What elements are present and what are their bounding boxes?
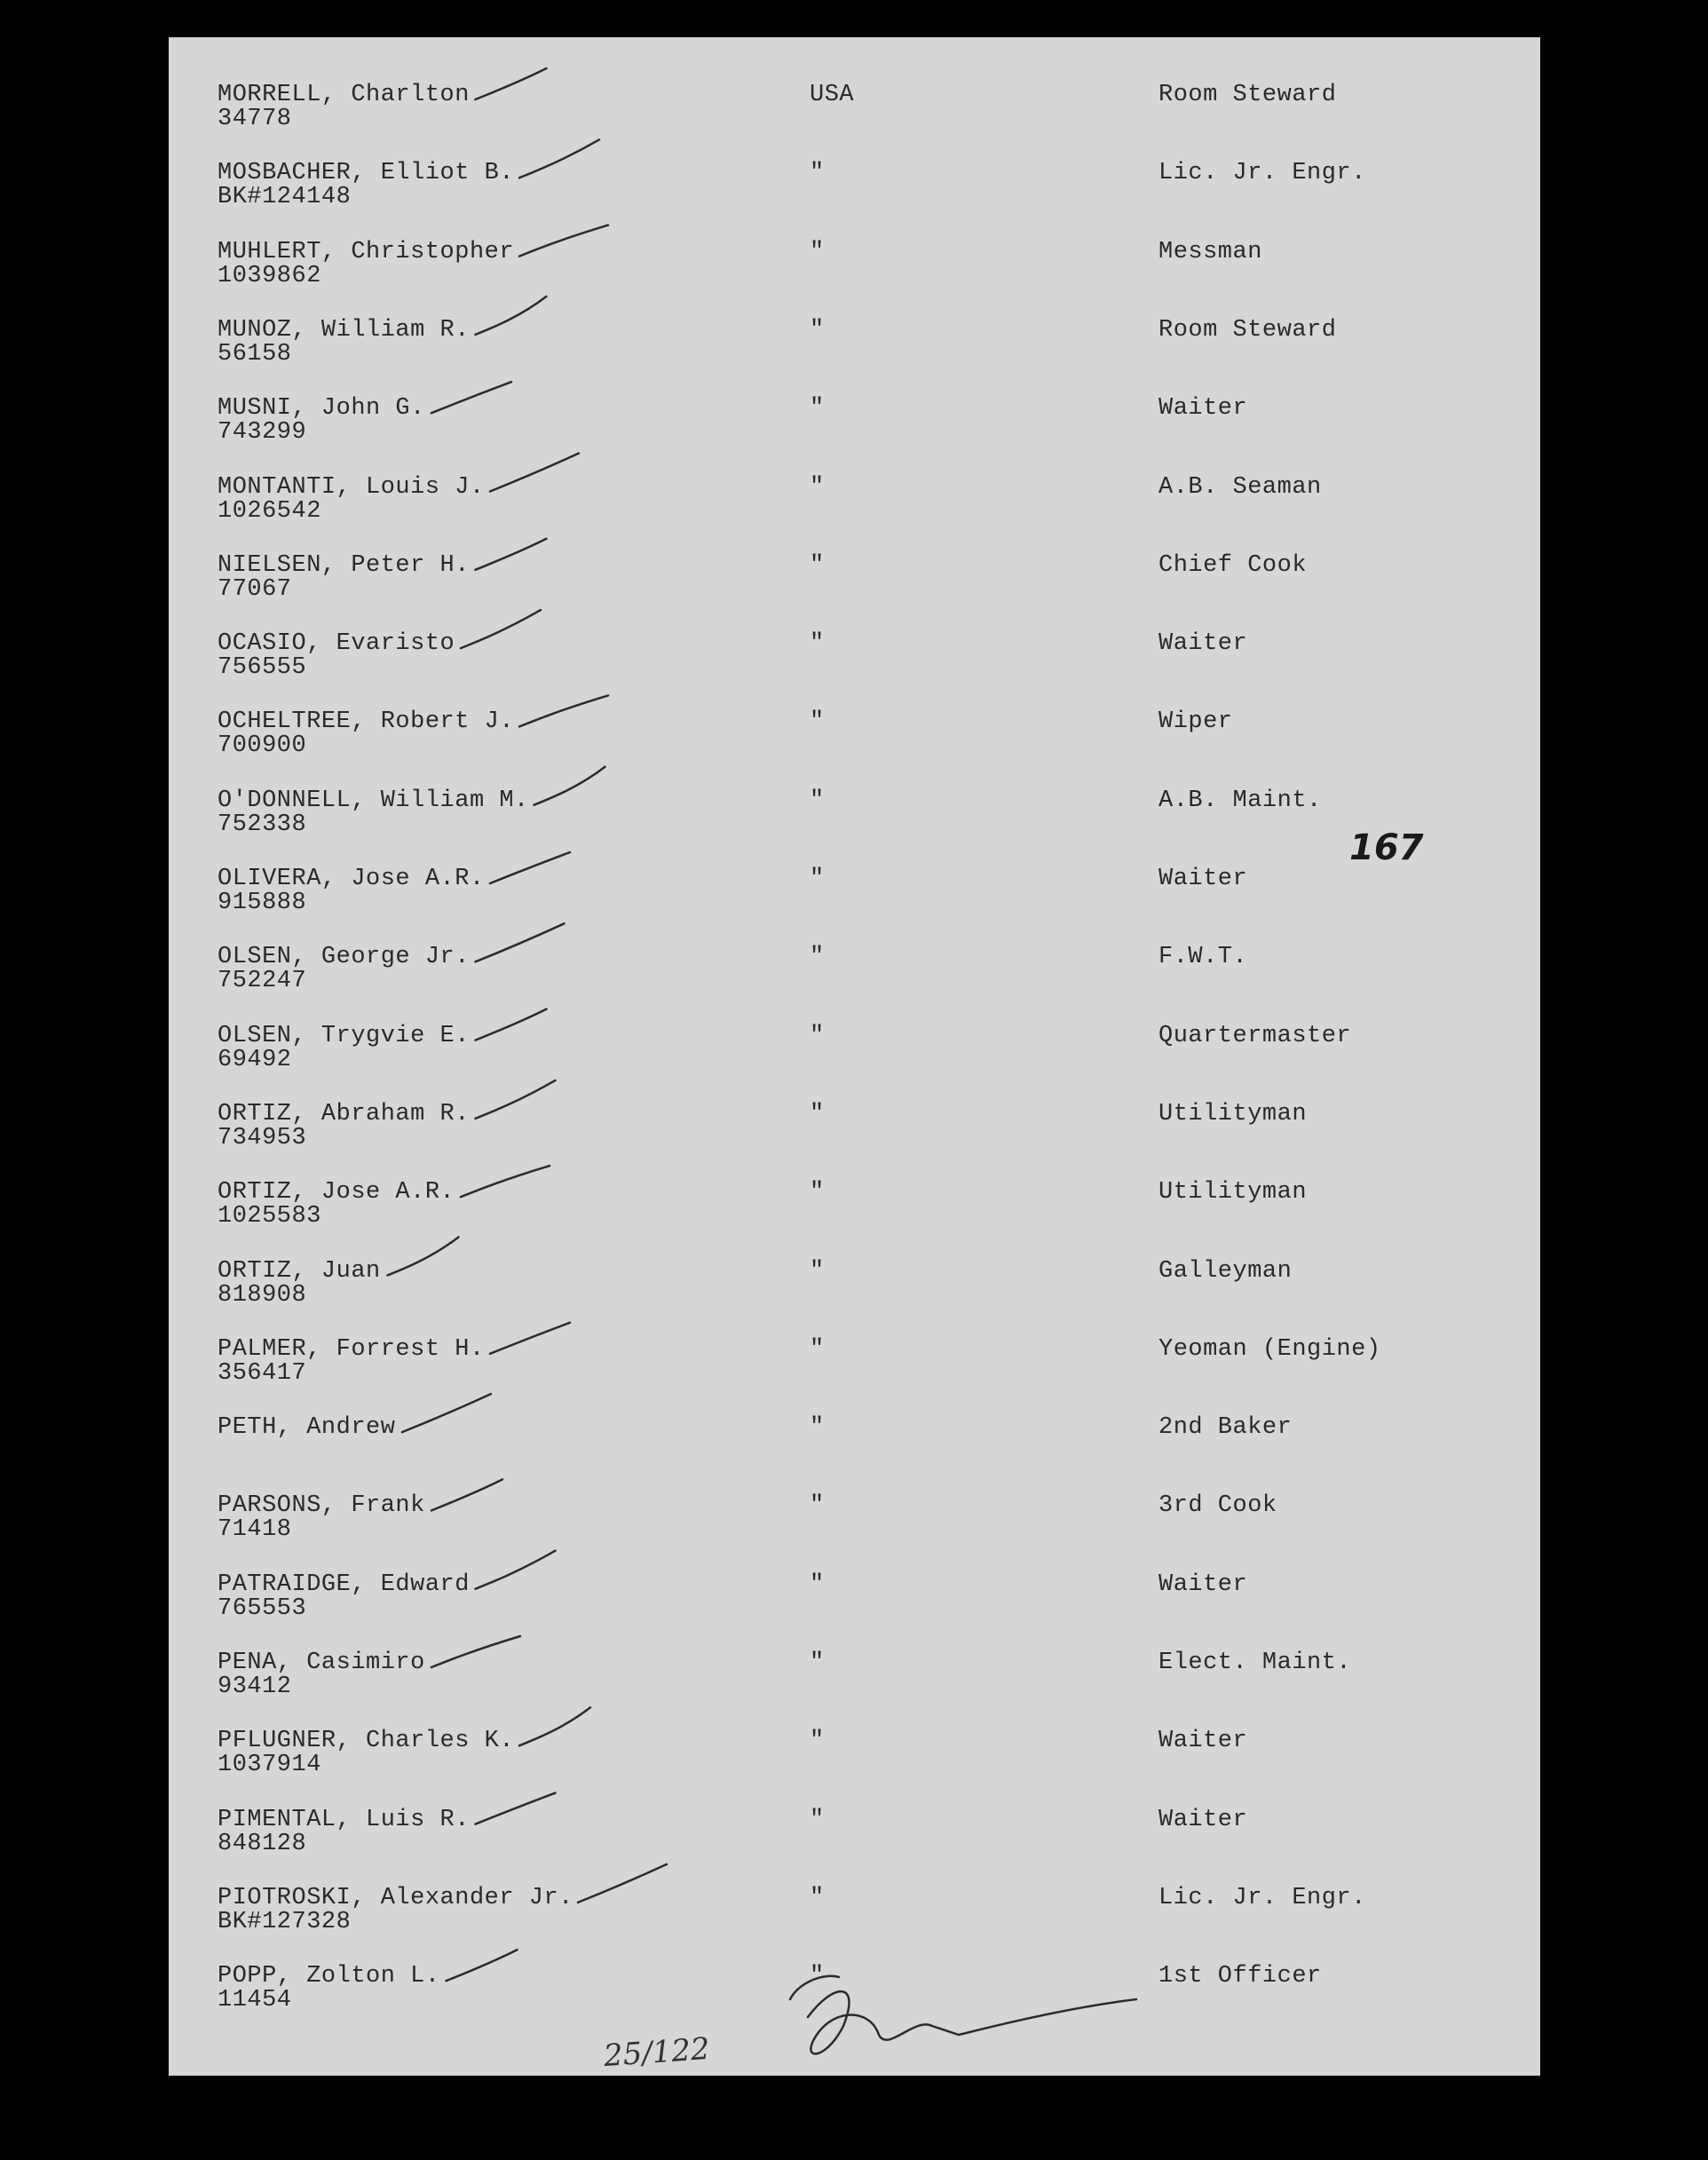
crew-nationality: " — [810, 1650, 825, 1676]
crew-occupation: Utilityman — [1158, 1179, 1308, 1207]
crew-occupation: Chief Cook — [1158, 551, 1308, 579]
crew-occupation: Waiter — [1158, 1571, 1248, 1598]
crew-name: OCHELTREE, Robert J. — [217, 708, 515, 736]
crew-nationality: " — [810, 551, 825, 579]
crew-occupation: 1st Officer — [1158, 1963, 1322, 1990]
crew-nationality: USA — [810, 82, 855, 108]
crew-nationality: " — [810, 708, 825, 736]
crew-id: 743299 — [217, 419, 307, 447]
crew-name: ORTIZ, Juan — [217, 1257, 381, 1285]
crew-id: 1025583 — [217, 1203, 321, 1230]
crew-name: OLSEN, Trygvie E. — [217, 1022, 470, 1049]
crew-name: PALMER, Forrest H. — [217, 1335, 485, 1363]
crew-occupation: Waiter — [1158, 866, 1248, 892]
crew-name: MUSNI, John G. — [217, 395, 425, 423]
crew-id: 34778 — [217, 106, 292, 132]
crew-nationality: " — [810, 473, 825, 501]
crew-id: 1026542 — [217, 497, 321, 525]
crew-id: 1039862 — [217, 262, 321, 289]
crew-name: MOSBACHER, Elliot B. — [217, 160, 515, 187]
handwritten-note: 25/122 — [602, 2030, 711, 2075]
crew-nationality: " — [810, 1728, 825, 1755]
crew-id: 756555 — [217, 654, 307, 682]
crew-nationality: " — [810, 866, 825, 892]
crew-occupation: Yeoman (Engine) — [1158, 1335, 1381, 1363]
crew-name: ORTIZ, Abraham R. — [217, 1100, 470, 1127]
crew-nationality: " — [810, 238, 825, 265]
crew-id: 752247 — [217, 968, 307, 995]
document-page — [169, 37, 1540, 2076]
crew-id: 69492 — [217, 1046, 292, 1073]
crew-id: 752338 — [217, 811, 307, 838]
crew-id: 818908 — [217, 1281, 307, 1309]
crew-nationality: " — [810, 1571, 825, 1598]
crew-occupation: Lic. Jr. Engr. — [1158, 160, 1366, 187]
crew-occupation: A.B. Maint. — [1158, 787, 1322, 814]
crew-nationality: " — [810, 1884, 825, 1911]
crew-name: MONTANTI, Louis J. — [217, 473, 485, 501]
page-number: 167 — [1349, 827, 1424, 868]
crew-occupation: Room Steward — [1158, 316, 1337, 344]
crew-nationality: " — [810, 1414, 825, 1442]
crew-occupation: Lic. Jr. Engr. — [1158, 1884, 1366, 1911]
crew-id: 700900 — [217, 732, 307, 760]
crew-id: 56158 — [217, 340, 292, 368]
crew-occupation: Room Steward — [1158, 82, 1337, 108]
crew-id: 848128 — [217, 1830, 307, 1857]
crew-name: PETH, Andrew — [217, 1414, 396, 1442]
crew-id: 71418 — [217, 1516, 292, 1544]
crew-nationality: " — [810, 1179, 825, 1207]
crew-nationality: " — [810, 1492, 825, 1520]
crew-name: OLIVERA, Jose A.R. — [217, 866, 485, 892]
crew-id: 93412 — [217, 1673, 292, 1700]
crew-name: POPP, Zolton L. — [217, 1963, 440, 1990]
crew-occupation: Messman — [1158, 238, 1262, 265]
crew-id: 915888 — [217, 890, 307, 916]
crew-occupation: A.B. Seaman — [1158, 473, 1322, 501]
crew-occupation: 2nd Baker — [1158, 1414, 1293, 1442]
crew-nationality: " — [810, 787, 825, 814]
crew-id: 77067 — [217, 575, 292, 603]
crew-nationality: " — [810, 1257, 825, 1285]
crew-name: OCASIO, Evaristo — [217, 630, 455, 658]
signature — [169, 37, 1540, 2076]
crew-name: PIOTROSKI, Alexander Jr. — [217, 1884, 573, 1911]
crew-occupation: Quartermaster — [1158, 1022, 1352, 1049]
crew-nationality: " — [810, 1335, 825, 1363]
crew-occupation: Galleyman — [1158, 1257, 1293, 1285]
crew-id: 1037914 — [217, 1752, 321, 1779]
crew-nationality: " — [810, 316, 825, 344]
crew-name: NIELSEN, Peter H. — [217, 551, 470, 579]
crew-nationality: " — [810, 395, 825, 423]
crew-name: PENA, Casimiro — [217, 1650, 425, 1676]
crew-nationality: " — [810, 1022, 825, 1049]
crew-occupation: Elect. Maint. — [1158, 1650, 1352, 1676]
crew-id: BK#127328 — [217, 1908, 352, 1935]
crew-occupation: 3rd Cook — [1158, 1492, 1277, 1520]
crew-occupation: Waiter — [1158, 395, 1248, 423]
crew-name: OLSEN, George Jr. — [217, 944, 470, 971]
crew-name: PARSONS, Frank — [217, 1492, 425, 1520]
crew-name: MUHLERT, Christopher — [217, 238, 515, 265]
crew-name: PFLUGNER, Charles K. — [217, 1728, 515, 1755]
crew-id: 734953 — [217, 1124, 307, 1151]
crew-name: O'DONNELL, William M. — [217, 787, 529, 814]
crew-name: MUNOZ, William R. — [217, 316, 470, 344]
crew-occupation: F.W.T. — [1158, 944, 1248, 971]
crew-id: 765553 — [217, 1594, 307, 1622]
crew-name: ORTIZ, Jose A.R. — [217, 1179, 455, 1207]
crew-id: 356417 — [217, 1359, 307, 1387]
crew-nationality: " — [810, 1963, 825, 1990]
crew-id: BK#124148 — [217, 184, 352, 211]
crew-name: MORRELL, Charlton — [217, 82, 470, 108]
crew-occupation: Utilityman — [1158, 1100, 1308, 1127]
crew-nationality: " — [810, 160, 825, 187]
crew-nationality: " — [810, 1806, 825, 1833]
crew-nationality: " — [810, 944, 825, 971]
crew-occupation: Wiper — [1158, 708, 1233, 736]
crew-name: PIMENTAL, Luis R. — [217, 1806, 470, 1833]
crew-occupation: Waiter — [1158, 1806, 1248, 1833]
crew-name: PATRAIDGE, Edward — [217, 1571, 470, 1598]
crew-nationality: " — [810, 1100, 825, 1127]
crew-occupation: Waiter — [1158, 1728, 1248, 1755]
crew-occupation: Waiter — [1158, 630, 1248, 658]
crew-id: 11454 — [217, 1987, 292, 2014]
crew-nationality: " — [810, 630, 825, 658]
